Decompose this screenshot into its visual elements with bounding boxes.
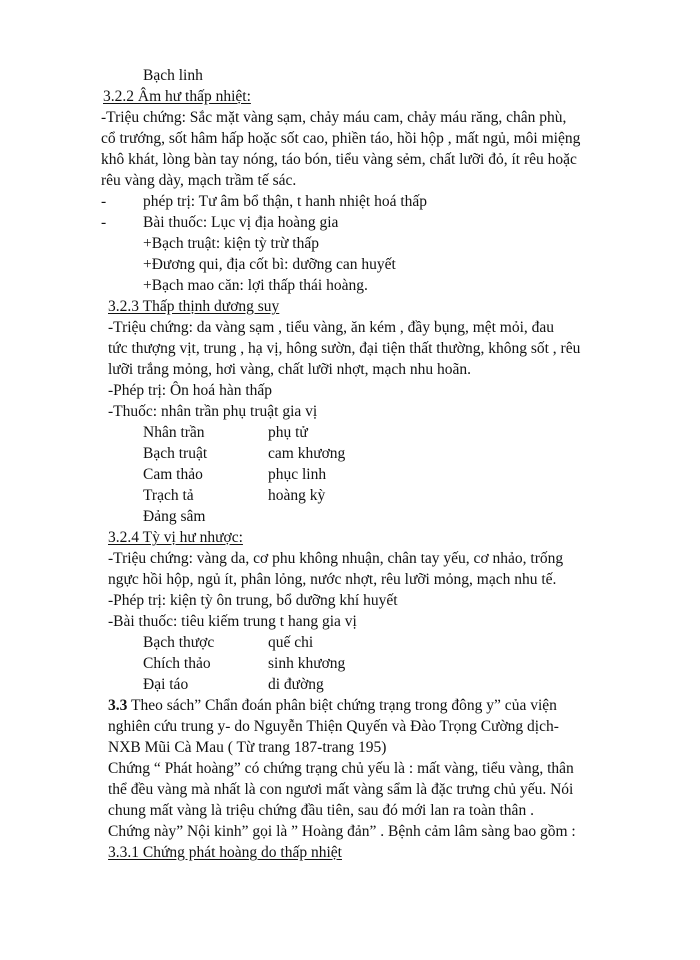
paragraph-line: khô khát, lòng bàn tay nóng, táo bón, tiểu vàng sẻm, chất lưỡi đỏ, ít rêu hoặc (101, 151, 577, 168)
herb-name: Bạch truật (143, 445, 208, 462)
paragraph-line: nghiên cứu trung y- do Nguyễn Thiện Quyến và Đào Trọng Cường dịch- (108, 718, 559, 735)
herb-bach-linh: Bạch linh (143, 67, 203, 84)
heading-3-2-2: 3.2.2 Âm hư thấp nhiệt: (103, 88, 251, 105)
paragraph-line: NXB Mũi Cà Mau ( Từ trang 187-trang 195) (108, 739, 387, 756)
section-3-3-text: Theo sách” Chẩn đoán phân biệt chứng trạng trong đông y” của viện (127, 697, 557, 714)
herb-name: cam khương (268, 445, 346, 462)
section-3-3-line (108, 696, 557, 716)
paragraph-line: tức thượng vịt, trung , hạ vị, hông sườn, đại tiện thất thường, không sốt , rêu (108, 340, 581, 357)
paragraph-line: lưỡi trắng mỏng, hơi vàng, chất lưỡi nhợt, mạch nhu hoãn. (108, 361, 471, 378)
paragraph-line: -Phép trị: Ôn hoá hàn thấp (108, 382, 273, 399)
herb-name: Nhân trần (143, 424, 205, 441)
herb-name: di đường (268, 676, 324, 693)
bullet-dash: - (101, 214, 107, 231)
herb-name: Chích thảo (143, 655, 211, 672)
herb-name: Đảng sâm (143, 508, 206, 525)
herb-name: Bạch thược (143, 634, 215, 651)
paragraph-line: -Thuốc: nhân trần phụ truật gia vị (108, 403, 318, 420)
remedy-item: +Đương qui, địa cốt bì: dưỡng can huyết (143, 256, 396, 273)
herb-name: quế chi (268, 634, 314, 651)
paragraph-line: -Triệu chứng: vàng da, cơ phu không nhuận, chân tay yếu, cơ nhảo, trống (108, 550, 564, 567)
remedy-item: +Bạch mao căn: lợi thấp thái hoàng. (143, 277, 368, 294)
herb-name: phụ tử (268, 424, 308, 441)
paragraph-line: rêu vàng dày, mạch trầm tế sác. (101, 172, 297, 189)
heading-3-2-3: 3.2.3 Thấp thịnh dương suy (108, 298, 280, 315)
herb-name: Đại táo (143, 676, 189, 693)
paragraph-line: -Bài thuốc: tiêu kiếm trung t hang gia vị (108, 613, 357, 630)
paragraph-line: -Phép trị: kiện tỳ ôn trung, bổ dưỡng khí huyết (108, 592, 398, 609)
paragraph-line: cổ trướng, sốt hâm hấp hoặc sốt cao, phiền táo, hồi hộp , mất ngủ, môi miệng (101, 130, 581, 147)
paragraph-line: -Triệu chứng: Sắc mặt vàng sạm, chảy máu cam, chảy máu răng, chân phù, (101, 109, 567, 126)
treatment-line: phép trị: Tư âm bổ thận, t hanh nhiệt hoá thấp (143, 193, 428, 210)
herb-name: Cam thảo (143, 466, 203, 483)
herb-name: phục linh (268, 466, 327, 483)
herb-name: sinh khương (268, 655, 346, 672)
bullet-dash: - (101, 193, 107, 210)
paragraph-line: thể đều vàng mà nhất là con ngươi mất vàng sẩm là đặc trưng chủ yếu. Nói (108, 781, 574, 798)
heading-3-2-4: 3.2.4 Tỳ vị hư nhược: (108, 529, 243, 546)
remedy-line: Bài thuốc: Lục vị địa hoàng gia (143, 214, 339, 231)
paragraph-line: ngực hồi hộp, ngủ ít, phân lỏng, nước nhợt, rêu lưỡi mỏng, mạch nhu tế. (108, 571, 557, 588)
herb-name: hoàng kỳ (268, 487, 326, 504)
paragraph-line: chung mất vàng là triệu chứng đầu tiên, sau đó mới lan ra toàn thân . (108, 802, 534, 819)
paragraph-line: Chứng “ Phát hoàng” có chứng trạng chủ yếu là : mất vàng, tiểu vàng, thân (108, 760, 574, 777)
herb-name: Trạch tả (143, 487, 194, 504)
paragraph-line: Chứng này” Nội kinh” gọi là ” Hoàng đản” . Bệnh cảm lâm sàng bao gồm : (108, 823, 576, 840)
heading-3-3-1: 3.3.1 Chứng phát hoàng do thấp nhiệt (108, 844, 342, 861)
paragraph-line: -Triệu chứng: da vàng sạm , tiểu vàng, ăn kém , đầy bụng, mệt mỏi, đau (108, 319, 555, 336)
section-3-3-number: 3.3 (108, 697, 128, 714)
remedy-item: +Bạch truật: kiện tỳ trừ thấp (143, 235, 319, 252)
